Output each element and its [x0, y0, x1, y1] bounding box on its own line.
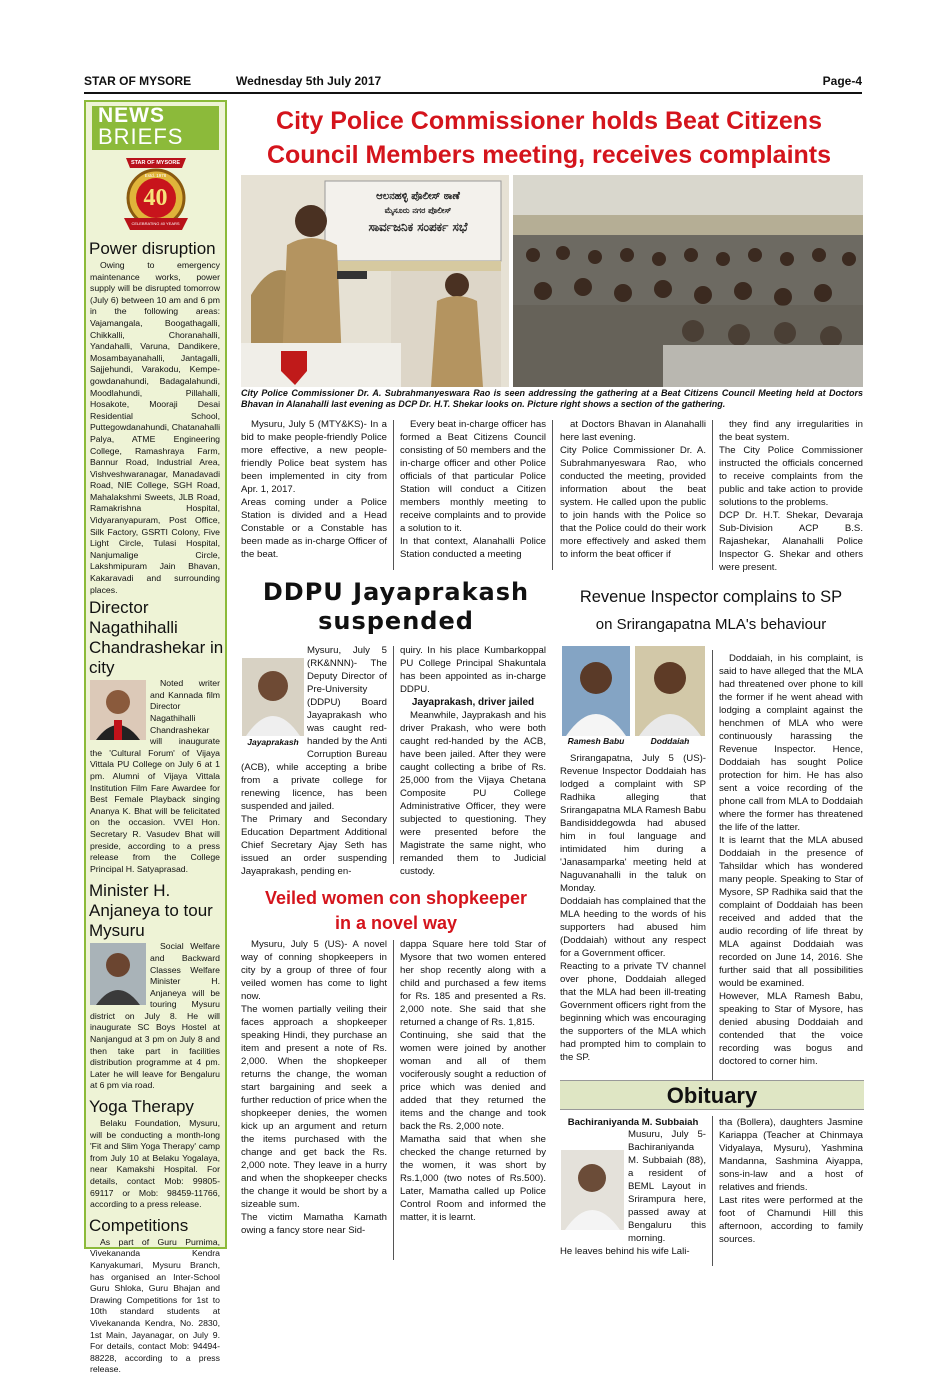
director-portrait: [90, 680, 146, 740]
lead-headline-line1: City Police Commissioner holds Beat Citizens: [276, 107, 822, 135]
veiled-headline-line1: Veiled women con shopkeeper: [264, 888, 528, 908]
page-number: Page-4: [822, 74, 862, 88]
lead-headline-line2: Council Members meeting, receives complaints: [266, 141, 832, 169]
director-paragraph: Noted writer and Kannada film Director Nagathihalli Chandrashekar will inaugurate the 'Cultural Forum' of Vijaya Vittala PU College on July 6 at 1 pm. Alumni of Vijaya Vittala Institution Film Fare Awardee for Best Female Playback singing Ananya K. Bhat will be felicitated on the occasion. VVEI Hon. Secretary R. Vasudev Bhat will preside, according to a press release from the College Principal H. Satyaprasad.: [90, 678, 220, 874]
jayaprakash-caption: Jayaprakash: [247, 737, 299, 747]
yoga-text: [86, 1118, 225, 1211]
ddpu-col2a-text: quiry. In his place Kumbarkoppal PU College Principal Shakuntala has been appointed as in-charge DDPU.: [400, 645, 546, 695]
lead-photo-gathering: [513, 175, 863, 387]
minister-portrait: [90, 943, 146, 1005]
competitions-paragraph: As part of Guru Purnima, Vivekananda Kendra Kanyakumari, Mysuru Branch, has organised an Inter-School Guru Shloka, Guru Bhajan and Drawing Competitions for 1st to 10th standard students at Vivekananda Kendra, No. 2830, 1st Main, Jayanagar, on July 9. For details, contact Mob: 94494-88228, according to a press release.: [90, 1236, 220, 1375]
minister-heading: Minister H. Anjaneya to tour Mysuru: [89, 881, 213, 941]
news-briefs-sidebar: [84, 100, 227, 1375]
lead-col2-text: Every beat in-charge officer has formed a Beat Citizens Council consisting of 50 members and the in-charge officer and other Police officials of that particular Police Station will conduct a Citizen members monthly meeting to receive complaints and to provide a solution to it. In that context, Alanahalli Police Station conducted a meeting: [400, 419, 546, 560]
anniversary-logo: [118, 154, 194, 234]
power-text: [86, 260, 225, 596]
revenue-col2: [719, 652, 863, 1068]
doddaiah-caption: Doddaiah: [650, 736, 690, 746]
revenue-headline-line1: Revenue Inspector complains to SP: [579, 588, 843, 606]
director-text: [86, 678, 225, 875]
competitions-heading: Competitions: [89, 1215, 189, 1235]
revenue-col2-text: Doddaiah, in his complaint, is said to have alleged that the MLA had threatened over phone to kill the former if he went ahead with lodging a complaint against the henchmen of MLA who were continuously harassing the Revenue Inspector. Hence, Doddaiah has sought Police protection for him. He has also sent a voice recording of the phone call from MLA to Doddaiah where the former has threatened the life of the latter. It is learnt that the MLA abused Doddaiah in the presence of Tahsildar which has wondered many people. Speaking to Star of Mysore, SP Radhika said that the complaint of Doddaiah has been received and added that the audio recording of life threat by MLA against Doddaiah was recorded on June 14, 2016. She further said that all possibilities would be examined. However, MLA Ramesh Babu, speaking to Star of Mysore, has denied abusing Doddaiah and contended that the voice recording was bogus and doctored to corner him.: [719, 653, 863, 1067]
news-briefs-title-bottom: BRIEFS: [98, 124, 184, 149]
competitions-text: [86, 1237, 225, 1376]
doddaiah-photo: [635, 646, 705, 736]
column-rule: [393, 420, 394, 570]
lead-col1-text: Mysuru, July 5 (MTY&KS)- In a bid to make people-friendly Police more effective, a new people-friendly Police beat system has been implemented in city from Apr. 1, 2017. Areas coming under a Police Station is divided and a Head Constable or a Constable has been made as in-charge Officer of the beat.: [241, 419, 387, 560]
column-rule: [712, 420, 713, 570]
ddpu-headline-line2: suspended: [318, 607, 474, 635]
banner-line1: ಆಲನಹಳ್ಳಿ ಪೊಲೀಸ್ ಠಾಣೆ: [376, 191, 460, 202]
obituary-col2: [719, 1116, 863, 1246]
lead-photo-commissioner: [241, 175, 509, 387]
ramesh-babu-photo: [562, 646, 630, 736]
lead-col4-text: they find any irregularities in the beat system. The City Police Commissioner instructed the officials concerned to receive complaints from the public and take action to provide solutions to the problems. DCP Dr. H.T. Shekar, Devaraja Sub-Division ACP B.S. Rajashekar, Alanahalli Police Inspector G. Shekar and others were present.: [719, 419, 863, 573]
ddpu-col2: [400, 644, 546, 878]
ddpu-headline-line1: DDPU Jayaprakash: [262, 578, 530, 606]
ddpu-col1-text: Mysuru, July 5 (RK&NNN)- The Deputy Director of Pre-University (DDPU) Board Jayaprakash who was caught red-handed by the Anti Corruption Bureau (ACB), while accepting a bribe from a private college for renewing licence, has been suspended and jailed. The Primary and Secondary Education Department Additional Chief Secretary Ajay Seth has issued an order suspending Jayaprakash, pending en-: [241, 645, 387, 877]
column-rule: [712, 650, 713, 1080]
minister-text: [86, 941, 225, 1092]
logo-est-text: Estd. 1978: [144, 173, 167, 178]
portrait-icon: [90, 680, 146, 740]
ddpu-col1: [241, 644, 387, 878]
issue-date: Wednesday 5th July 2017: [236, 74, 382, 88]
lead-caption: City Police Commissioner Dr. A. Subrahmanyeswara Rao is seen addressing the gathering at a Beat Citizens Council Meeting held at Doctors Bhavan in Alanahalli last evening as DCP Dr. H.T. Shekar looks on. Picture right shows a section of the gathering.: [241, 388, 863, 409]
news-briefs-title: [92, 106, 219, 150]
revenue-col1-text: Srirangapatna, July 5 (US)- Revenue Inspector Doddaiah has lodged a complaint with SP Radhika alleging that Srirangapatna MLA Ramesh Babu Bandisiddegowda had abused him in foul language and intimidated him during a 'Janasamparka' meeting held at Naguvanahalli in the taluk on Monday. Doddaiah has complained that the MLA heeding to the words of his supporters had abused him (Doddaiah) without any respect for a Government officer. Reacting to a private TV channel over phone, Doddaiah alleged that the MLA had been ill-treating Government officers right from the beginning which was encouraging the supporters of the MLA which had prompted him to complain to the SP.: [560, 753, 706, 1063]
lead-col1: [241, 418, 387, 561]
column-rule: [552, 420, 553, 570]
revenue-col1: [560, 752, 706, 1064]
lead-col3-text: at Doctors Bhavan in Alanahalli here last evening. City Police Commissioner Dr. A. Subrahmanyeswara Rao, who conducted the meeting, provided information about the beat system. He called upon the public to join hands with the Police so that the Police could do their work more effectively and asked them to inform the beat officer if: [560, 419, 706, 560]
yoga-paragraph: Belaku Foundation, Mysuru, will be conducting a month-long 'Fit and Slim Yoga Therapy' camp from July 10 at Belaku Yogalaya, near Kamakshi Hospital. For details, contact Mob: 99805-69117 or Mob: 98459-11766, according to a press release.: [90, 1118, 220, 1210]
ramesh-babu-caption: Ramesh Babu: [567, 736, 625, 746]
banner-line3: ಸಾರ್ವಜನಿಕ ಸಂಪರ್ಕ ಸಭೆ: [368, 220, 468, 234]
revenue-headline: [558, 584, 864, 638]
lead-headline: [236, 104, 862, 172]
power-paragraph: Owing to emergency maintenance works, power supply will be disrupted tomorrow (July 6) between 10 am and 6 pm in the following areas: Vajamangala, Boogathagalli, Chikkalli, Choranahalli, Yandahalli, Varuna, Dandikere, Mosambayanahalli, Jantagalli, Sajjehundi, Varakodu, Kempe-gowdanahundi, Badagalahundi, Moodlahundi, Pillahalli, Hosakote, Mooraji Desai Residential School, Puttegowdanahundi, Chatanahalli Palya, ATME Engineering College, Ramashraya Farm, Bannur Road, Industrial Area, Vishveshwaranagar, Manadavadi Road, NIE College, SGH Road, Mahalakshmi Sweets, JLB Road, Ramakrishna Hospital, Vidyaranyapuram, Post Office, Silk Factory, GSRTI Colony, Five Light Circle, Tulasi Hospital, Nanjumalige Circle, Lakshmipuram Jain Bhavan, Kakaravadi and surrounding places.: [90, 260, 220, 595]
veiled-col1: [241, 938, 387, 1237]
ddpu-subhead: Jayaprakash, driver jailed: [411, 697, 535, 708]
portrait-icon: [562, 646, 630, 736]
lead-col4: [719, 418, 863, 574]
portrait-float-space: [241, 644, 307, 752]
obituary-col1: [560, 1128, 706, 1258]
audience-gathering-photo-icon: [513, 175, 863, 387]
masthead: [84, 74, 862, 92]
paper-name: STAR OF MYSORE: [84, 74, 192, 88]
obituary-heading: Obituary: [560, 1080, 864, 1110]
portrait-float-space: [560, 1128, 628, 1236]
column-rule: [393, 646, 394, 864]
logo-number: 40: [143, 185, 168, 211]
revenue-headline-line2: on Srirangapatna MLA's behaviour: [595, 616, 827, 633]
veiled-headline: [241, 886, 551, 936]
banner-line2: ಮೈಸೂರು ನಗರ ಪೊಲೀಸ್: [384, 206, 452, 215]
ddpu-col2b-text: Meanwhile, Jayprakash and his driver Prakash, who were both caught red-handed by the ACB, have been jailed. After they were caught collecting a bribe of Rs. 25,000 from the Vijaya Chetana Composite PU College Administrative Officer, they were subjected to questioning. They were presented before the Magistrate the same night, who remanded them to Judicial custody.: [400, 710, 546, 877]
veiled-headline-line2: in a novel way: [334, 913, 458, 933]
ddpu-headline: [241, 578, 551, 636]
column-rule: [393, 940, 394, 1260]
obituary-col1-text: Musuru, July 5- Bachiraniyanda M. Subbaiah (88), a resident of BEML Layout in Srirampura here, passed away at Bengaluru this morning. He leaves behind his wife Lali-: [560, 1129, 706, 1257]
power-heading: Power disruption: [89, 239, 216, 258]
obituary-name: Bachiraniyanda M. Subbaiah: [567, 1117, 699, 1128]
column-rule: [712, 1116, 713, 1266]
portrait-icon: [635, 646, 705, 736]
director-heading: Director Nagathihalli Chandrashekar in city: [89, 598, 224, 678]
minister-paragraph: Social Welfare and Backward Classes Welfare Minister H. Anjaneya will be touring Mysuru district on July 8. He will inaugurate SC Boys Hostel at Nanjangud at 3 pm on July 8 and then take part in facilities distribution programme at 4 pm. Later he will leave for Bengaluru at 6 pm via road.: [90, 941, 220, 1091]
portrait-icon: [90, 943, 146, 1005]
veiled-col2-text: dappa Square here told Star of Mysore that two women entered her shop recently along with a child and purchased a few items for Rs. 185 and presented a Rs. 2,000 note. She said that she returned a change of Rs. 1,815. Continuing, she said that the women were joined by another woman and all of them vociferously sought a reduction of price which was denied and added that they returned the items and the change and took back the Rs. 2,000 note. Mamatha said that when she checked the change returned by the women, it was short by Rs.1,000 (two notes of Rs.500). Later, Mamatha called up Police Control Room and informed the matter, it is learnt.: [400, 939, 546, 1223]
lead-photo-banner: [343, 189, 493, 237]
yoga-heading: Yoga Therapy: [89, 1097, 194, 1117]
logo-bottom-text: CELEBRATING 40 YEARS: [131, 221, 180, 226]
veiled-col1-text: Mysuru, July 5 (US)- A novel way of conning shopkeepers in city by a group of three of four veiled women has come to light now. The women partially veiling their faces approach a shopkeeper speaking Hindi, they purchase an item and present a note of Rs. 2,000. When the shopkeeper returns the change, the woman start bargaining and seek a further reduction of price when the shopkeeper denies, the women kick up an argument and return the items purchased with the change and get back the Rs. 2,000 note. They leave in a hurry and when the shopkeeper checks the change it would be short by a sizeable sum. The victim Mamatha Kamath owing a fancy store near Sid-: [241, 939, 387, 1236]
lead-col2: [400, 418, 546, 561]
masthead-rule: [84, 92, 862, 94]
obituary-col2-text: tha (Bollera), daughters Jasmine Kariappa (Teacher at Chinmaya Vidyalaya, Mysuru), Yashmina Mandanna, Sashmina Aiyappa, sons-in-law and a host of relatives and friends. Last rites were performed at the foot of Chamundi Hill this afternoon, according to family sources.: [719, 1117, 863, 1245]
veiled-col2: [400, 938, 546, 1224]
logo-top-text: STAR OF MYSORE: [130, 160, 181, 166]
news-briefs-title-top: NEWS: [98, 104, 165, 127]
lead-col3: [560, 418, 706, 561]
